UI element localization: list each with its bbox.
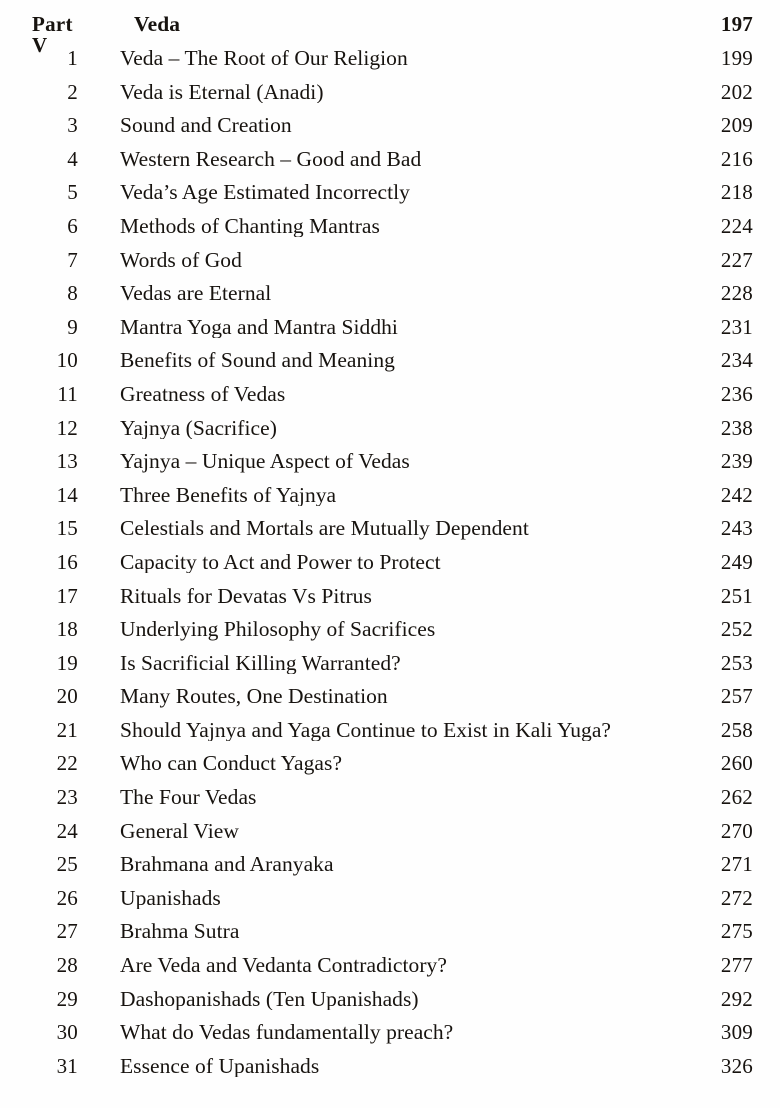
toc-entry-number: 1 xyxy=(67,46,78,70)
toc-entry-number: 27 xyxy=(56,919,78,944)
toc-entry-page-number: 260 xyxy=(720,751,753,776)
toc-entry-row[interactable] xyxy=(0,213,780,250)
toc-entry-row[interactable] xyxy=(0,955,780,989)
toc-entry-number: 23 xyxy=(56,785,78,810)
toc-entry-number: 14 xyxy=(56,482,78,507)
toc-entry-page-number: 271 xyxy=(720,852,753,877)
toc-entry-row[interactable] xyxy=(0,182,780,216)
toc-entry-page-number: 199 xyxy=(720,46,753,70)
toc-entry-row[interactable] xyxy=(0,79,780,116)
toc-entry-page-number: 277 xyxy=(720,953,753,978)
toc-entry-page-number: 262 xyxy=(720,785,753,810)
toc-entry-page-number: 209 xyxy=(720,113,753,138)
toc-entry-title[interactable]: Underlying Philosophy of Sacrifices xyxy=(120,619,436,641)
toc-entry-title[interactable]: Veda’s Age Estimated Incorrectly xyxy=(120,182,410,204)
toc-entry-row[interactable] xyxy=(0,818,780,855)
toc-entry-number: 16 xyxy=(56,549,78,574)
toc-entry-page-number: 234 xyxy=(720,348,753,373)
toc-entry-title[interactable]: Veda is Eternal (Anadi) xyxy=(120,81,324,104)
toc-entry-title[interactable]: Three Benefits of Yajnya xyxy=(120,484,337,507)
toc-entry-number: 9 xyxy=(67,314,78,339)
toc-entry-title[interactable]: Many Routes, One Destination xyxy=(120,686,388,708)
toc-entry-number: 24 xyxy=(56,818,78,843)
toc-entry-row[interactable] xyxy=(0,549,780,586)
toc-entry-title[interactable]: Brahma Sutra xyxy=(120,921,240,943)
toc-entry-title[interactable]: Methods of Chanting Mantras xyxy=(120,215,380,238)
toc-entry-number: 31 xyxy=(56,1053,78,1078)
toc-entry-number: 20 xyxy=(56,684,78,709)
toc-entry-number: 7 xyxy=(67,247,78,272)
toc-entry-page-number: 227 xyxy=(720,247,753,272)
toc-entry-number: 3 xyxy=(67,113,78,138)
toc-entry-row[interactable] xyxy=(0,717,780,754)
toc-entry-list xyxy=(0,48,780,1089)
toc-entry-number: 12 xyxy=(56,415,78,440)
toc-entry-row[interactable] xyxy=(0,650,780,687)
toc-entry-number: 11 xyxy=(57,381,78,406)
toc-entry-row[interactable] xyxy=(0,283,780,317)
toc-entry-row[interactable] xyxy=(0,686,780,720)
toc-entry-row[interactable] xyxy=(0,146,780,183)
toc-entry-number: 19 xyxy=(56,650,78,675)
toc-entry-page-number: 249 xyxy=(720,549,753,574)
toc-entry-page-number: 218 xyxy=(720,180,753,205)
toc-entry-page-number: 252 xyxy=(720,617,753,642)
toc-entry-title[interactable]: Sound and Creation xyxy=(120,115,292,137)
toc-entry-title[interactable]: Yajnya (Sacrifice) xyxy=(120,417,277,440)
toc-entry-page-number: 231 xyxy=(720,314,753,339)
toc-entry-title[interactable]: Upanishads xyxy=(120,887,221,910)
toc-entry-title[interactable]: Is Sacrificial Killing Warranted? xyxy=(120,652,401,675)
toc-entry-row[interactable] xyxy=(0,482,780,519)
toc-entry-title[interactable]: Yajnya – Unique Aspect of Vedas xyxy=(120,451,410,473)
toc-entry-page-number: 239 xyxy=(720,449,753,474)
toc-entry-title[interactable]: Are Veda and Vedanta Contradictory? xyxy=(120,955,447,977)
part-page-number: 197 xyxy=(720,12,753,36)
toc-entry-page-number: 270 xyxy=(720,818,753,843)
toc-entry-row[interactable] xyxy=(0,381,780,418)
toc-entry-title[interactable]: Essence of Upanishads xyxy=(120,1055,320,1078)
toc-entry-title[interactable]: Celestials and Mortals are Mutually Dependent xyxy=(120,518,529,540)
toc-entry-title[interactable]: Who can Conduct Yagas? xyxy=(120,753,343,775)
toc-entry-number: 6 xyxy=(67,213,78,238)
toc-entry-row[interactable] xyxy=(0,885,780,922)
toc-entry-row[interactable] xyxy=(0,583,780,620)
toc-entry-row[interactable] xyxy=(0,753,780,787)
toc-entry-number: 26 xyxy=(56,885,78,910)
toc-entry-page-number: 258 xyxy=(720,717,753,742)
toc-entry-row[interactable] xyxy=(0,1022,780,1056)
toc-entry-row[interactable] xyxy=(0,350,780,384)
toc-entry-row[interactable] xyxy=(0,415,780,452)
toc-entry-page-number: 275 xyxy=(720,919,753,944)
toc-entry-page-number: 326 xyxy=(720,1053,753,1078)
toc-entry-page-number: 242 xyxy=(720,482,753,507)
toc-entry-row[interactable] xyxy=(0,247,780,284)
toc-entry-title[interactable]: Benefits of Sound and Meaning xyxy=(120,350,395,372)
toc-entry-number: 21 xyxy=(56,717,78,742)
toc-entry-row[interactable] xyxy=(0,115,780,149)
part-title: Veda xyxy=(134,14,181,36)
toc-entry-row[interactable] xyxy=(0,787,780,821)
toc-entry-title[interactable]: Vedas are Eternal xyxy=(120,283,272,305)
toc-entry-number: 17 xyxy=(56,583,78,608)
toc-entry-page-number: 228 xyxy=(720,281,753,306)
toc-entry-number: 2 xyxy=(67,79,78,104)
toc-entry-page-number: 292 xyxy=(720,986,753,1011)
toc-entry-title[interactable]: Capacity to Act and Power to Protect xyxy=(120,551,441,574)
toc-entry-number: 13 xyxy=(56,449,78,474)
toc-entry-number: 30 xyxy=(56,1020,78,1045)
toc-entry-number: 22 xyxy=(56,751,78,776)
toc-entry-page-number: 216 xyxy=(720,146,753,171)
toc-entry-title[interactable]: The Four Vedas xyxy=(120,787,257,809)
toc-entry-page-number: 272 xyxy=(720,885,753,910)
toc-entry-page-number: 251 xyxy=(720,583,753,608)
toc-entry-title[interactable]: Words of God xyxy=(120,249,242,272)
toc-entry-title[interactable]: Mantra Yoga and Mantra Siddhi xyxy=(120,316,398,339)
part-header-row xyxy=(0,0,780,57)
toc-entry-number: 8 xyxy=(67,281,78,306)
toc-entry-page-number: 309 xyxy=(720,1020,753,1045)
toc-entry-number: 25 xyxy=(56,852,78,877)
toc-entry-page-number: 202 xyxy=(720,79,753,104)
toc-entry-title[interactable]: General View xyxy=(120,820,239,843)
toc-entry-row[interactable] xyxy=(0,1053,780,1090)
toc-entry-title[interactable]: Veda – The Root of Our Religion xyxy=(120,48,408,70)
toc-entry-number: 5 xyxy=(67,180,78,205)
toc-entry-title[interactable]: Brahmana and Aranyaka xyxy=(120,854,334,876)
toc-entry-number: 29 xyxy=(56,986,78,1011)
toc-entry-row[interactable] xyxy=(0,48,780,82)
toc-entry-title[interactable]: What do Vedas fundamentally preach? xyxy=(120,1022,454,1044)
toc-entry-row[interactable] xyxy=(0,921,780,955)
toc-entry-number: 15 xyxy=(56,516,78,541)
toc-entry-page-number: 224 xyxy=(720,213,753,238)
toc-entry-title[interactable]: Should Yajnya and Yaga Continue to Exist in Kali Yuga? xyxy=(120,719,612,742)
toc-entry-row[interactable] xyxy=(0,619,780,653)
toc-entry-page-number: 236 xyxy=(720,381,753,406)
toc-entry-title[interactable]: Greatness of Vedas xyxy=(120,383,286,406)
toc-entry-page-number: 243 xyxy=(720,516,753,541)
toc-entry-row[interactable] xyxy=(0,314,780,351)
toc-entry-page-number: 257 xyxy=(720,684,753,709)
toc-entry-row[interactable] xyxy=(0,986,780,1023)
toc-entry-page-number: 253 xyxy=(720,650,753,675)
toc-entry-title[interactable]: Rituals for Devatas Vs Pitrus xyxy=(120,585,372,607)
toc-entry-row[interactable] xyxy=(0,854,780,888)
toc-entry-page-number: 238 xyxy=(720,415,753,440)
toc-entry-number: 18 xyxy=(56,617,78,642)
toc-entry-title[interactable]: Dashopanishads (Ten Upanishads) xyxy=(120,988,419,1011)
toc-entry-number: 10 xyxy=(56,348,78,373)
toc-entry-row[interactable] xyxy=(0,451,780,485)
toc-entry-number: 4 xyxy=(67,146,78,171)
toc-entry-row[interactable] xyxy=(0,518,780,552)
toc-entry-title[interactable]: Western Research – Good and Bad xyxy=(120,148,422,171)
part-label: Part V xyxy=(32,12,73,57)
toc-entry-number: 28 xyxy=(56,953,78,978)
